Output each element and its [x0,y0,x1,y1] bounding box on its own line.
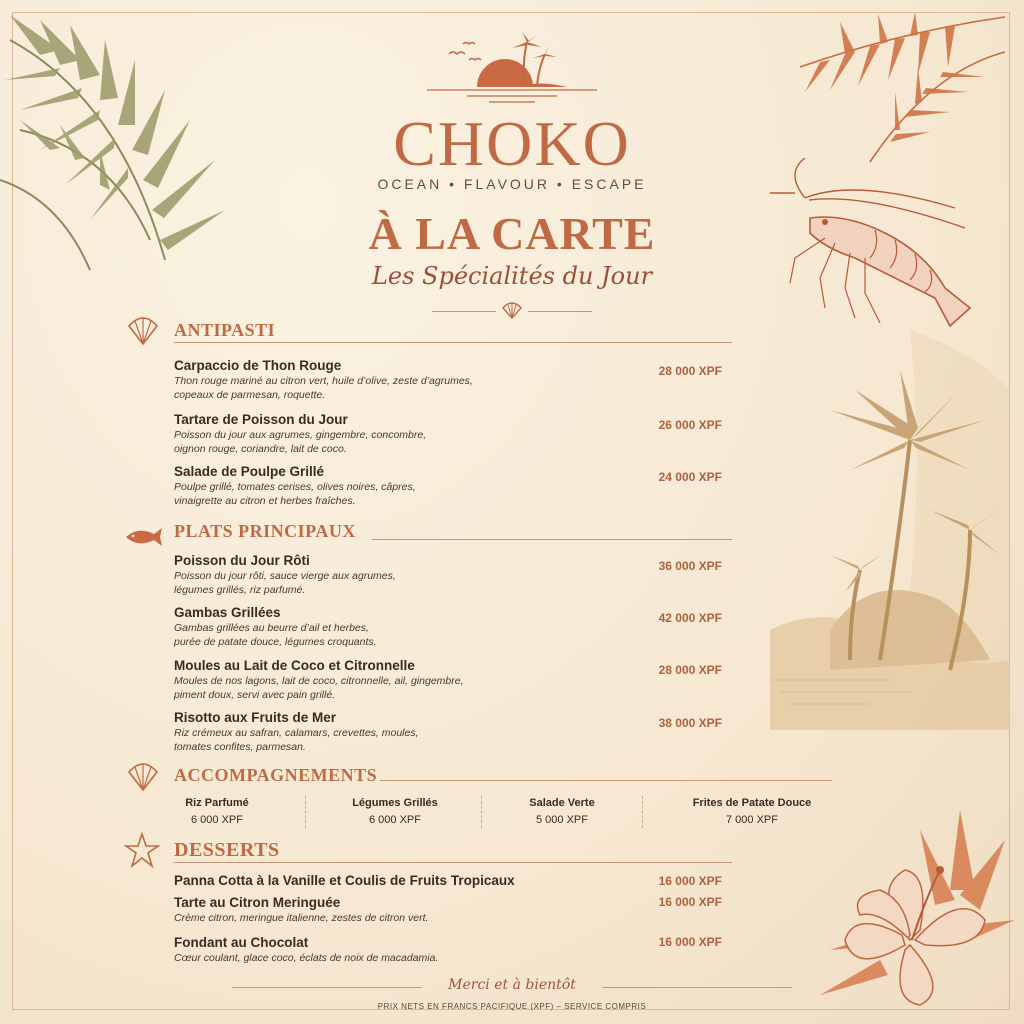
item-price: 26 000 XPF [658,418,722,432]
footer-note: PRIX NETS EN FRANCS PACIFIQUE (XPF) – SERVICE COMPRIS [377,1002,647,1011]
shell-icon [126,762,160,792]
side-name: Légumes Grillés [352,797,438,809]
item-name: Risotto aux Fruits de Mer [174,710,337,725]
section-title-accompagnements: ACCOMPAGNEMENTS [174,765,378,785]
fish-icon [120,526,164,548]
item-description: Riz crémeux au safran, calamars, crevettes, moules, [174,727,419,739]
item-description: Crème citron, meringue italienne, zestes de citron vert. [174,912,429,924]
item-price: 16 000 XPF [658,874,722,888]
item-description: tomates confites, parmesan. [174,741,306,753]
item-price: 24 000 XPF [658,470,722,484]
side-name: Riz Parfumé [185,797,249,809]
item-description: Moules de nos lagons, lait de coco, citronnelle, ail, gingembre, [174,675,464,687]
section-title-desserts: DESSERTS [174,839,280,861]
side-item [150,796,284,828]
item-name: Panna Cotta à la Vanille et Coulis de Fruits Tropicaux [174,873,515,888]
list-item [174,463,554,508]
side-price: 6 000 XPF [369,814,421,826]
list-item [174,872,614,889]
item-description: piment doux, servi avec pain grillé. [174,689,336,701]
list-item [174,552,554,597]
side-divider [305,796,306,828]
side-price: 5 000 XPF [536,814,588,826]
item-description: légumes grillés, riz parfumé. [174,584,306,596]
item-description: Thon rouge mariné au citron vert, huile d’olive, zeste d’agrumes, [174,375,473,387]
list-item [174,604,554,649]
item-price: 16 000 XPF [658,895,722,909]
list-item [174,894,554,925]
section-title-antipasti: ANTIPASTI [174,320,276,340]
item-description: oignon rouge, coriandre, lait de coco. [174,443,347,455]
brand-tagline: OCEAN • FLAVOUR • ESCAPE [377,176,647,192]
side-item [320,796,470,828]
list-item [174,709,554,754]
item-price: 38 000 XPF [658,716,722,730]
item-description: vinaigrette au citron et herbes fraîches. [174,495,356,507]
item-name: Gambas Grillées [174,605,281,620]
item-description: Poisson du jour rôti, sauce vierge aux agrumes, [174,570,396,582]
item-name: Tarte au Citron Meringuée [174,895,341,910]
item-name: Moules au Lait de Coco et Citronnelle [174,658,415,673]
list-item [174,357,554,402]
item-description: purée de patate douce, légumes croquants. [174,636,377,648]
island-sunset-logo [427,32,597,107]
item-description: Poisson du jour aux agrumes, gingembre, concombre, [174,429,427,441]
section-rule [174,342,732,343]
item-name: Poisson du Jour Rôti [174,553,310,568]
shell-icon [126,316,160,346]
section-title-plats: PLATS PRINCIPAUX [174,521,356,541]
footer-thanks: Merci et à bientôt [448,977,576,993]
item-price: 28 000 XPF [658,663,722,677]
list-item [174,411,554,456]
page-title: À LA CARTE [368,208,656,259]
island-landscape-icon [770,330,1010,730]
item-description: Poulpe grillé, tomates cerises, olives noires, câpres, [174,481,416,493]
starfish-icon [124,832,160,868]
section-rule [380,780,832,781]
shell-icon [502,302,522,320]
side-price: 6 000 XPF [191,814,243,826]
item-price: 28 000 XPF [658,364,722,378]
list-item [174,657,554,702]
side-divider [481,796,482,828]
item-name: Carpaccio de Thon Rouge [174,358,342,373]
ornament-rule-left [432,311,496,312]
footer-rule-right [602,987,792,988]
item-name: Salade de Poulpe Grillé [174,464,325,479]
item-name: Fondant au Chocolat [174,935,309,950]
ornament-rule-right [528,311,592,312]
side-name: Frites de Patate Douce [692,797,812,809]
side-item [492,796,632,828]
item-description: copeaux de parmesan, roquette. [174,389,326,401]
brand-name: CHOKO [393,108,631,179]
side-price: 7 000 XPF [726,814,778,826]
list-item [174,934,554,965]
item-price: 42 000 XPF [658,611,722,625]
section-rule [174,862,732,863]
side-item [662,796,842,828]
section-rule [372,539,732,540]
item-price: 16 000 XPF [658,935,722,949]
item-name: Tartare de Poisson du Jour [174,412,348,427]
item-price: 36 000 XPF [658,559,722,573]
item-description: Cœur coulant, glace coco, éclats de noix de macadamia. [174,952,439,964]
item-description: Gambas grillées au beurre d’ail et herbes, [174,622,369,634]
side-divider [642,796,643,828]
page-subtitle: Les Spécialités du Jour [371,262,653,290]
side-name: Salade Verte [529,797,595,809]
